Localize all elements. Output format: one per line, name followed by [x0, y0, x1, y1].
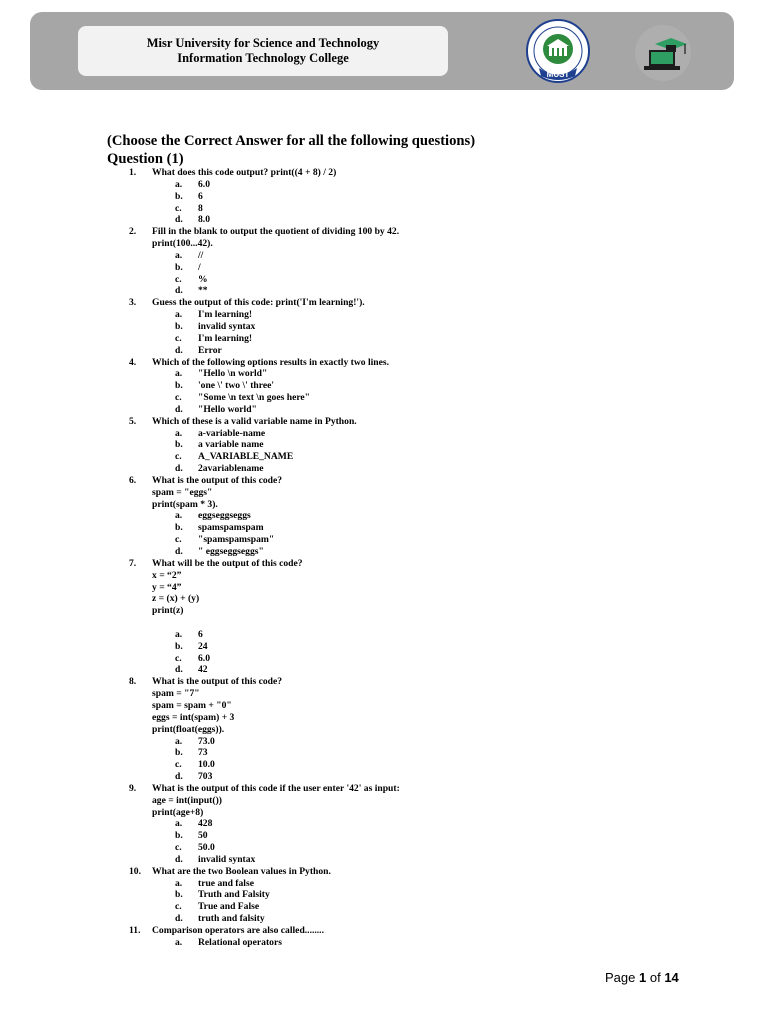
answer-option	[0, 736, 768, 748]
footer-total-pages: 14	[664, 970, 679, 985]
question-code-line	[0, 795, 768, 807]
answer-option	[0, 262, 768, 274]
option-letter: d.	[175, 664, 183, 676]
option-letter: c.	[175, 273, 182, 285]
option-text: a-variable-name	[198, 427, 266, 439]
question-number: 2.	[129, 226, 137, 238]
answer-option	[0, 759, 768, 771]
answer-option	[0, 522, 768, 534]
answer-option	[0, 333, 768, 345]
option-text: Truth and Falsity	[198, 889, 270, 901]
option-letter: d.	[175, 214, 183, 226]
option-text: 50.0	[198, 842, 215, 854]
question-text: What will be the output of this code?	[152, 557, 303, 569]
option-letter: b.	[175, 640, 183, 652]
option-text: invalid syntax	[198, 320, 256, 332]
question-line	[0, 416, 768, 428]
option-letter: b.	[175, 380, 183, 392]
question-number: 6.	[129, 474, 137, 486]
question-text: Which of these is a valid variable name in Python.	[152, 415, 357, 427]
option-letter: a.	[175, 309, 183, 321]
answer-option	[0, 179, 768, 191]
option-text: invalid syntax	[198, 853, 256, 865]
question-text: print(spam * 3).	[152, 498, 218, 510]
university-name: Misr University for Science and Technology	[146, 36, 380, 50]
option-letter: c.	[175, 842, 182, 854]
option-letter: d.	[175, 771, 183, 783]
question-number: 3.	[129, 297, 137, 309]
answer-option	[0, 285, 768, 297]
option-text: 6.0	[198, 178, 210, 190]
option-letter: a.	[175, 936, 183, 948]
option-letter: a.	[175, 427, 183, 439]
question-line	[0, 783, 768, 795]
question-text: What is the output of this code if the user enter '42' as input:	[152, 782, 400, 794]
option-letter: d.	[175, 463, 183, 475]
college-name: Information Technology College	[177, 51, 349, 65]
answer-option	[0, 653, 768, 665]
option-letter: b.	[175, 747, 183, 759]
question-code-line	[0, 570, 768, 582]
option-text: 6	[198, 628, 203, 640]
option-letter: a.	[175, 818, 183, 830]
footer-current-page: 1	[639, 970, 647, 985]
answer-option	[0, 439, 768, 451]
question-number: 8.	[129, 676, 137, 688]
option-text: " eggseggseggs"	[198, 546, 264, 557]
section-title: Question (1)	[107, 151, 184, 167]
question-line	[0, 866, 768, 878]
question-code-line	[0, 582, 768, 594]
option-letter: b.	[175, 320, 183, 332]
question-text: x = “2”	[152, 569, 182, 581]
blank-line	[0, 617, 768, 629]
option-text: I'm learning!	[198, 309, 253, 321]
option-text: 73	[198, 747, 208, 759]
option-text: **	[198, 285, 208, 297]
question-line	[0, 475, 768, 487]
answer-option	[0, 274, 768, 286]
answer-option	[0, 854, 768, 866]
question-list	[0, 167, 768, 949]
option-text: 703	[198, 771, 213, 783]
question-number: 11.	[129, 925, 141, 936]
question-code-line	[0, 688, 768, 700]
question-code-line	[0, 487, 768, 499]
option-text: 24	[198, 640, 208, 652]
option-text: 42	[198, 664, 208, 676]
option-text: "Some \n text \n goes here"	[198, 392, 310, 404]
answer-option	[0, 641, 768, 653]
question-line	[0, 167, 768, 179]
option-text: /	[198, 261, 201, 273]
answer-option	[0, 510, 768, 522]
question-number: 5.	[129, 415, 137, 427]
answer-option	[0, 380, 768, 392]
answer-option	[0, 664, 768, 676]
option-text: "spamspamspam"	[198, 534, 275, 546]
page-footer	[605, 970, 679, 985]
option-text: 8	[198, 202, 203, 214]
question-text: spam = "eggs"	[152, 486, 213, 498]
question-number: 7.	[129, 557, 137, 569]
option-letter: a.	[175, 178, 183, 190]
footer-page-label: Page	[605, 970, 636, 985]
question-text: eggs = int(spam) + 3	[152, 711, 235, 723]
answer-option	[0, 747, 768, 759]
option-letter: d.	[175, 403, 183, 415]
option-letter: b.	[175, 261, 183, 273]
answer-option	[0, 889, 768, 901]
option-text: a variable name	[198, 439, 264, 451]
option-text: 73.0	[198, 735, 215, 747]
question-line	[0, 357, 768, 369]
question-text: What are the two Boolean values in Python.	[152, 865, 331, 877]
option-letter: d.	[175, 285, 183, 297]
question-text: Fill in the blank to output the quotient of dividing 100 by 42.	[152, 226, 400, 238]
option-letter: c.	[175, 652, 182, 664]
option-text: %	[198, 273, 208, 285]
question-text: y = “4”	[152, 581, 182, 593]
answer-option	[0, 404, 768, 416]
option-text: truth and falsity	[198, 913, 265, 925]
option-letter: c.	[175, 392, 182, 404]
option-letter: a.	[175, 510, 183, 522]
answer-option	[0, 191, 768, 203]
answer-option	[0, 428, 768, 440]
answer-option	[0, 203, 768, 215]
option-letter: d.	[175, 853, 183, 865]
university-seal-logo	[525, 18, 591, 84]
question-number: 1.	[129, 167, 137, 178]
option-text: "Hello world"	[198, 403, 257, 415]
answer-option	[0, 546, 768, 558]
footer-of-label: of	[649, 970, 661, 985]
question-code-line	[0, 238, 768, 250]
question-line	[0, 558, 768, 570]
option-text: Relational operators	[198, 936, 282, 948]
answer-option	[0, 451, 768, 463]
question-text: Which of the following options results in exactly two lines.	[152, 356, 390, 368]
answer-option	[0, 250, 768, 262]
question-text: What does this code output? print((4 + 8) / 2)	[152, 167, 337, 178]
answer-option	[0, 629, 768, 641]
answer-option	[0, 321, 768, 333]
question-line	[0, 925, 768, 937]
option-letter: a.	[175, 735, 183, 747]
option-letter: b.	[175, 439, 183, 451]
question-text: print(z)	[152, 605, 184, 617]
question-text: print(100...42).	[152, 238, 213, 250]
option-text: 50	[198, 830, 208, 842]
option-text: spamspamspam	[198, 522, 264, 534]
option-text: 10.0	[198, 759, 215, 771]
question-text: print(float(eggs)).	[152, 723, 225, 735]
question-text: What is the output of this code?	[152, 676, 283, 688]
option-letter: c.	[175, 759, 182, 771]
option-text: "Hello \n world"	[198, 368, 268, 380]
option-text: 428	[198, 818, 213, 830]
answer-option	[0, 463, 768, 475]
header-title-box	[78, 26, 448, 76]
answer-option	[0, 818, 768, 830]
question-text: print(age+8)	[152, 806, 204, 818]
question-text: Guess the output of this code: print('I'm learning!').	[152, 297, 365, 309]
question-text: age = int(input())	[152, 794, 222, 806]
answer-option	[0, 368, 768, 380]
option-text: Error	[198, 344, 222, 356]
question-text: spam = spam + "0"	[152, 699, 232, 711]
question-line	[0, 226, 768, 238]
question-text: spam = "7"	[152, 688, 200, 700]
option-text: 'one \' two \' three'	[198, 380, 275, 392]
question-number: 4.	[129, 356, 137, 368]
answer-option	[0, 878, 768, 890]
question-code-line	[0, 700, 768, 712]
option-text: //	[198, 249, 204, 261]
question-code-line	[0, 724, 768, 736]
option-letter: c.	[175, 534, 182, 546]
answer-option	[0, 913, 768, 925]
question-code-line	[0, 807, 768, 819]
option-letter: b.	[175, 830, 183, 842]
answer-option	[0, 771, 768, 783]
option-text: 6	[198, 190, 203, 202]
question-code-line	[0, 605, 768, 617]
answer-option	[0, 345, 768, 357]
option-letter: c.	[175, 901, 182, 913]
option-letter: d.	[175, 913, 183, 925]
graduation-cap-laptop-logo	[633, 22, 693, 84]
option-letter: b.	[175, 889, 183, 901]
option-text: eggseggseggs	[198, 510, 251, 522]
question-text: Comparison operators are also called........	[152, 925, 324, 936]
question-code-line	[0, 712, 768, 724]
answer-option	[0, 901, 768, 913]
option-letter: a.	[175, 249, 183, 261]
question-code-line	[0, 593, 768, 605]
answer-option	[0, 830, 768, 842]
option-letter: a.	[175, 368, 183, 380]
answer-option	[0, 214, 768, 226]
option-letter: c.	[175, 332, 182, 344]
answer-option	[0, 392, 768, 404]
seal-text: MUST	[546, 70, 570, 79]
question-number: 9.	[129, 782, 137, 794]
answer-option	[0, 534, 768, 546]
option-letter: d.	[175, 546, 183, 557]
option-letter: a.	[175, 628, 183, 640]
question-number: 10.	[129, 865, 141, 877]
option-text: true and false	[198, 877, 254, 889]
option-text: 6.0	[198, 652, 210, 664]
answer-option	[0, 309, 768, 321]
option-letter: a.	[175, 877, 183, 889]
option-letter: b.	[175, 522, 183, 534]
question-text: z = (x) + (y)	[152, 593, 200, 605]
answer-option	[0, 937, 768, 949]
question-line	[0, 676, 768, 688]
option-letter: c.	[175, 451, 182, 463]
option-text: 2avariablename	[198, 463, 264, 475]
question-code-line	[0, 499, 768, 511]
answer-option	[0, 842, 768, 854]
question-line	[0, 297, 768, 309]
option-letter: d.	[175, 344, 183, 356]
option-letter: c.	[175, 202, 182, 214]
option-text: I'm learning!	[198, 332, 253, 344]
option-text: A_VARIABLE_NAME	[198, 451, 294, 463]
option-letter: b.	[175, 190, 183, 202]
option-text: 8.0	[198, 214, 210, 226]
question-text: What is the output of this code?	[152, 474, 283, 486]
instructions-heading: (Choose the Correct Answer for all the following questions)	[107, 133, 476, 149]
option-text: True and False	[198, 901, 260, 913]
